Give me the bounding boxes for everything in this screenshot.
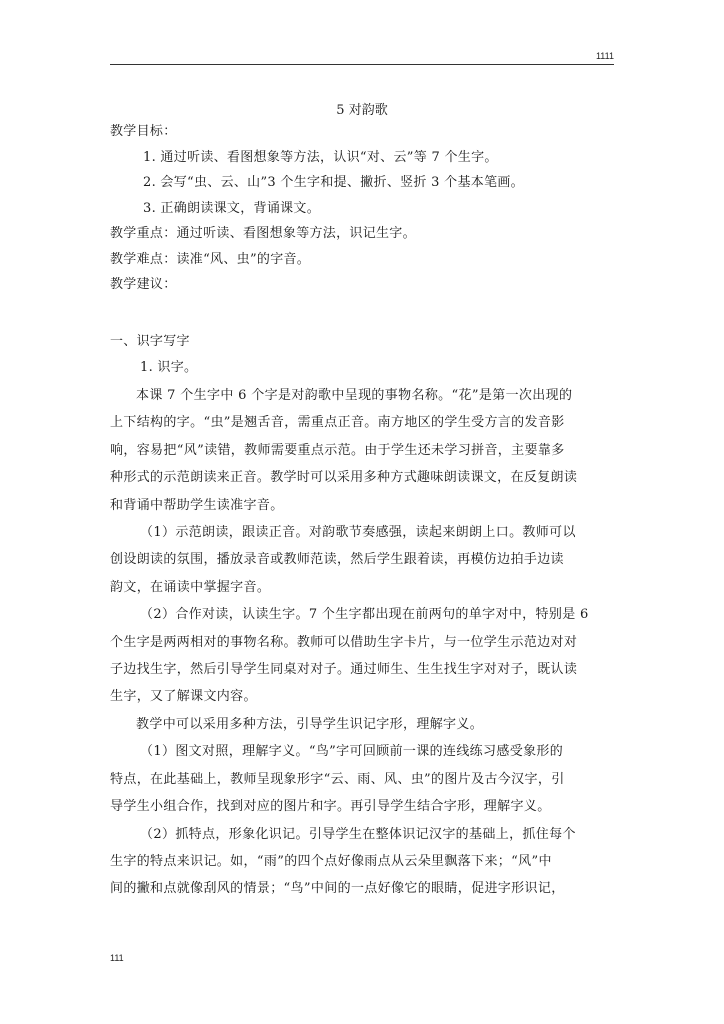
blank-line: [110, 298, 616, 324]
page-footer-number: 111: [110, 953, 124, 963]
lesson-title: 5 对韵歌: [336, 103, 388, 118]
paragraph-line: 教学中可以采用多种方法，引导学生识记字形，理解字义。: [136, 716, 484, 732]
paragraph: [110, 519, 616, 601]
paragraph-line: 个生字是两两相对的事物名称。教师可以借助生字卡片，与一位学生示范边对对: [110, 634, 578, 650]
paragraph-line: （1）示范朗读，跟读正音。对韵歌节奏感强，读起来朗朗上口。教师可以: [140, 525, 576, 541]
paragraph-line: 特点，在此基础上，教师呈现象形字“云、雨、风、虫”的图片及古今汉字，引: [110, 771, 565, 787]
paragraph-line: 响，容易把“风”读错，教师需要重点示范。由于学生还未学习拼音，主要靠多: [110, 442, 565, 458]
document-body: [110, 119, 616, 903]
difficulty: 教学难点：读准“风、虫”的字音。: [110, 251, 311, 267]
goal-item-1: 1. 通过听读、看图想象等方法，认识“对、云”等 7 个生字。: [143, 149, 498, 165]
paragraph-line: 子边找生字，然后引导学生同桌对对子。通过师生、生生找生字对对子，既认读: [110, 662, 578, 678]
suggestion-heading: 教学建议：: [110, 277, 177, 292]
section-heading: 一、识字写字: [110, 334, 190, 349]
paragraph: [110, 711, 616, 738]
goals-heading: 教学目标：: [110, 124, 177, 139]
paragraph: [110, 821, 616, 903]
paragraph-line: 本课 7 个生字中 6 个字是对韵歌中呈现的事物名称。“花”是第一次出现的: [136, 388, 573, 403]
paragraph: [110, 601, 616, 711]
paragraph-line: 间的撇和点就像刮风的情景；“鸟”中间的一点好像它的眼睛，促进字形识记，: [110, 881, 565, 897]
paragraph-line: 导学生小组合作，找到对应的图片和字。再引导学生结合字形，理解字义。: [110, 799, 551, 815]
paragraph-line: （2）抓特点，形象化识记。引导学生在整体识记汉字的基础上，抓住每个: [140, 826, 576, 842]
key-point: 教学重点：通过听读、看图想象等方法，识记生字。: [110, 226, 416, 241]
paragraph: [110, 382, 616, 519]
paragraph-line: （2）合作对读，认读生字。7 个生字都出现在前两句的单字对中，特别是 6: [140, 607, 589, 623]
header-rule: [110, 64, 614, 65]
paragraph-line: 上下结构的字。“虫”是翘舌音，需重点正音。南方地区的学生受方言的发音影: [110, 415, 565, 431]
page-header-number: 1111: [595, 51, 614, 61]
goal-item-3: 3. 正确朗读课文，背诵课文。: [143, 200, 321, 216]
paragraph-line: 生字，又了解课文内容。: [110, 689, 257, 705]
paragraph-line: 和背诵中帮助学生读准字音。: [110, 497, 284, 513]
paragraph-line: （1）图文对照，理解字义。“鸟”字可回顾前一课的连线练习感受象形的: [140, 744, 564, 760]
goal-item-2: 2. 会写“虫、云、山”3 个生字和提、撇折、竖折 3 个基本笔画。: [143, 175, 524, 190]
paragraph: [110, 738, 616, 820]
sub-heading: 1. 识字。: [140, 359, 198, 375]
paragraph-line: 生字的特点来识记。如，“雨”的四个点好像雨点从云朵里飘落下来；“风”中: [110, 853, 552, 869]
paragraph-line: 创设朗读的氛围，播放录音或教师范读，然后学生跟着读，再模仿边拍手边读: [110, 552, 564, 568]
paragraph-line: 韵文，在诵读中掌握字音。: [110, 579, 271, 595]
paragraph-line: 种形式的示范朗读来正音。教学时可以采用多种方式趣味朗读课文，在反复朗读: [110, 470, 578, 486]
